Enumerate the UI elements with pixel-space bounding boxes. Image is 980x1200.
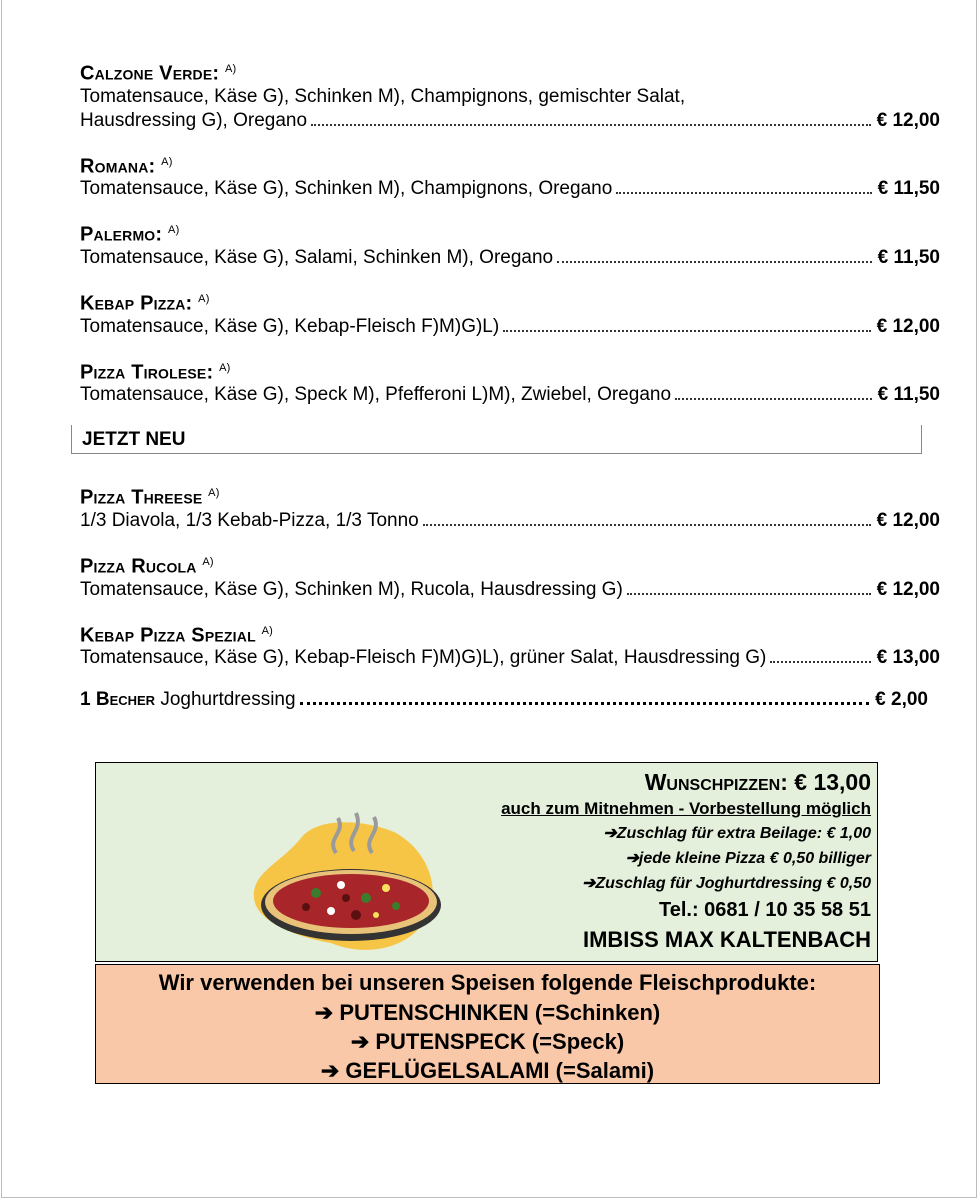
- item-desc: Tomatensauce, Käse G), Schinken M), Rucola, Hausdressing G): [80, 578, 623, 600]
- dot-leader: [627, 593, 871, 595]
- promo-note-dressing: ➔Zuschlag für Joghurtdressing € 0,50: [581, 875, 871, 892]
- item-allergen: A): [261, 624, 273, 637]
- item-allergen: A): [219, 361, 231, 374]
- item-desc: Tomatensauce, Käse G), Kebap-Fleisch F)M)G)L): [80, 315, 500, 337]
- promo-box: [95, 762, 878, 962]
- pizza-illustration: [246, 803, 446, 953]
- item-name: Kebap Pizza:: [80, 292, 193, 315]
- item-name: Palermo:: [80, 223, 163, 246]
- item-allergen: A): [202, 555, 214, 568]
- meat-heading: Wir verwenden bei unseren Speisen folgende Fleischprodukte:: [158, 970, 817, 995]
- menu-item-romana: [80, 151, 940, 202]
- promo-title: Wunschpizzen: € 13,00: [644, 769, 871, 795]
- item-name: Pizza Threese: [80, 486, 203, 509]
- promo-note-extra: ➔Zuschlag für extra Beilage: € 1,00: [603, 825, 871, 842]
- menu-item-pizza-rucola: [80, 551, 940, 602]
- item-desc: 1/3 Diavola, 1/3 Kebab-Pizza, 1/3 Tonno: [80, 509, 419, 531]
- item-price: € 11,50: [877, 246, 940, 268]
- dot-leader: [557, 261, 872, 263]
- becher-text: Joghurtdressing: [160, 689, 296, 711]
- item-name: Kebap Pizza Spezial: [80, 624, 256, 647]
- item-price: € 12,00: [876, 109, 940, 131]
- item-desc: Tomatensauce, Käse G), Salami, Schinken M), Oregano: [80, 246, 554, 268]
- item-price: € 12,00: [876, 509, 940, 531]
- menu-content: [80, 58, 940, 712]
- meat-item-schinken: ➔ PUTENSCHINKEN (=Schinken): [314, 1000, 661, 1025]
- item-name: Calzone Verde:: [80, 62, 220, 85]
- dot-leader: [300, 702, 870, 705]
- meat-item-salami: ➔ GEFLÜGELSALAMI (=Salami): [320, 1058, 655, 1083]
- item-desc: Hausdressing G), Oregano: [80, 109, 308, 131]
- menu-item-pizza-tirolese: [80, 357, 940, 408]
- promo-note-small-pizza: ➔jede kleine Pizza € 0,50 billiger: [625, 850, 871, 867]
- section-heading-jetzt-neu: JETZT NEU: [71, 425, 922, 454]
- dot-leader: [423, 524, 871, 526]
- dot-leader: [675, 398, 872, 400]
- item-name: Romana:: [80, 155, 156, 178]
- dot-leader: [616, 192, 871, 194]
- dot-leader: [503, 330, 870, 332]
- item-allergen: A): [198, 292, 210, 305]
- meat-item-speck: ➔ PUTENSPECK (=Speck): [350, 1029, 625, 1054]
- promo-phone: Tel.: 0681 / 10 35 58 51: [658, 899, 871, 921]
- item-price: € 12,00: [876, 315, 940, 337]
- item-name: Pizza Tirolese:: [80, 361, 214, 384]
- menu-item-pizza-threese: [80, 482, 940, 533]
- becher-label: 1 Becher: [80, 689, 156, 711]
- item-desc: Tomatensauce, Käse G), Schinken M), Champignons, Oregano: [80, 178, 613, 200]
- menu-item-palermo: [80, 219, 940, 270]
- becher-price: € 2,00: [875, 689, 928, 711]
- menu-item-kebap-pizza-spezial: [80, 620, 940, 671]
- item-allergen: A): [208, 487, 220, 500]
- item-price: € 12,00: [876, 578, 940, 600]
- item-price: € 11,50: [877, 178, 940, 200]
- item-desc: Tomatensauce, Käse G), Speck M), Pfefferoni L)M), Zwiebel, Oregano: [80, 384, 672, 406]
- promo-shop-name: IMBISS MAX KALTENBACH: [582, 927, 871, 952]
- menu-item-calzone-verde: [80, 58, 940, 133]
- item-allergen: A): [225, 63, 237, 75]
- item-allergen: A): [168, 224, 180, 237]
- menu-item-becher: [80, 688, 928, 712]
- menu-item-kebap-pizza: [80, 288, 940, 339]
- item-price: € 11,50: [877, 384, 940, 406]
- item-name: Pizza Rucola: [80, 555, 197, 578]
- item-desc: Tomatensauce, Käse G), Kebap-Fleisch F)M)G)L), grüner Salat, Hausdressing G): [80, 647, 767, 669]
- meat-info-box: [95, 964, 880, 1084]
- item-allergen: A): [161, 155, 173, 168]
- dot-leader: [311, 124, 871, 126]
- promo-subtitle: auch zum Mitnehmen - Vorbestellung möglich: [501, 799, 871, 818]
- item-desc-line1: Tomatensauce, Käse G), Schinken M), Champignons, gemischter Salat,: [80, 85, 686, 107]
- dot-leader: [770, 661, 870, 663]
- item-price: € 13,00: [876, 647, 940, 669]
